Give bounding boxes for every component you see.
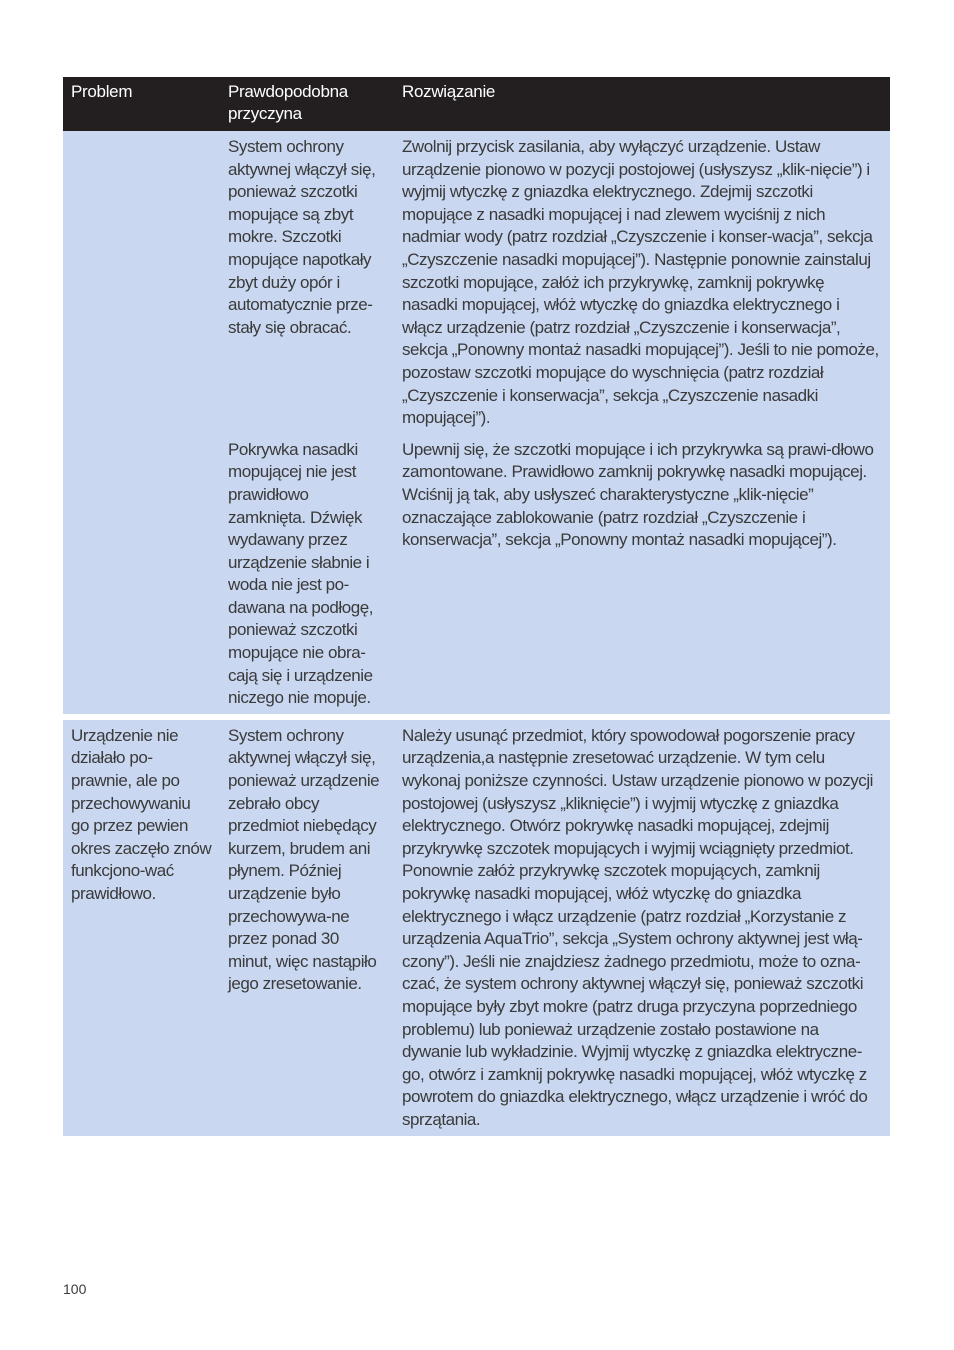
- solution-cell: Należy usunąć przedmiot, który spowodował pogorszenie pracy urządzenia,a następnie zresetować urządzenie. W tym celu wykonaj poniższe czynności. Ustaw urządzenie pionowo w pozycji postojowej (usłyszysz „kliknięcie”) i wyjmij wtyczkę z gniazdka elektrycznego. Otwórz pokrywkę nasadki mopującej, zdejmij przykrywkę szczotek mopujących i wyjmij wciągnięty przedmiot. Ponownie załóż przykrywkę szczotek mopujących, zamknij pokrywkę nasadki mopującej, włóż wtyczkę do gniazdka elektrycznego i włącz urządzenie (patrz rozdział „Korzystanie z urządzenia AquaTrio”, sekcja „System ochrony aktywnej jest włą-czony”). Jeśli nie znajdziesz żadnego przedmiotu, może to ozna-czać, że system ochrony aktywnej włączył się, ponieważ szczotki mopujące były zbyt mokre (patrz druga przyczyna poprzedniego problemu) lub ponieważ urządzenie zostało postawione na dywanie lub wykładzinie. Wyjmij wtyczkę z gniazdka elektryczne-go, otwórz i zamknij pokrywkę nasadki mopującej, włóż wtyczkę z powrotem do gniazdka elektrycznego, włącz urządzenie i wróć do sprzątania.: [394, 717, 890, 1136]
- table-row: [63, 434, 890, 717]
- solution-cell: Zwolnij przycisk zasilania, aby wyłączyć urządzenie. Ustaw urządzenie pionowo w pozycji postojowej (usłyszysz „klik-nięcie”) i wyjmij wtyczkę z gniazdka elektrycznego. Zdejmij szczotki mopujące z nasadki mopującej i nad zlewem wyciśnij z nich nadmiar wody (patrz rozdział „Czyszczenie i konser-wacja”, sekcja „Czyszczenie nasadki mopującej”). Następnie ponownie zainstaluj szczotki mopujące, załóż ich przykrywkę, zamknij pokrywkę nasadki mopującej, włóż wtyczkę do gniazdka elektrycznego i włącz urządzenie (patrz rozdział „Czyszczenie i konserwacja”, sekcja „Ponowny montaż nasadki mopującej”). Jeśli to nie pomoże, pozostaw szczotki mopujące do wyschnięcia (patrz rozdział „Czyszczenie i konserwacja”, sekcja „Czyszczenie nasadki mopującej”).: [394, 131, 890, 434]
- problem-cell: [63, 131, 220, 434]
- table-row: [63, 131, 890, 434]
- problem-cell: [63, 434, 220, 717]
- problem-cell: Urządzenie nie działało po-prawnie, ale po przechowywaniu go przez pewien okres zaczęło znów funkcjono-wać prawidłowo.: [63, 717, 220, 1136]
- cause-cell: System ochrony aktywnej włączył się, ponieważ urządzenie zebrało obcy przedmiot niebędący kurzem, brudem ani płynem. Później urządzenie było przechowywa-ne przez ponad 30 minut, więc nastąpiło jego zresetowanie.: [220, 717, 394, 1136]
- page-number: 100: [63, 1281, 87, 1297]
- header-row: [63, 77, 890, 131]
- cause-cell: Pokrywka nasadki mopującej nie jest prawidłowo zamknięta. Dźwięk wydawany przez urządzenie słabnie i woda nie jest po-dawana na podłogę, ponieważ szczotki mopujące nie obra-cają się i urządzenie niczego nie mopuje.: [220, 434, 394, 717]
- header-solution: Rozwiązanie: [394, 77, 890, 131]
- table-row: [63, 717, 890, 1136]
- header-cause: Prawdopodobna przyczyna: [220, 77, 394, 131]
- header-problem: Problem: [63, 77, 220, 131]
- solution-cell: Upewnij się, że szczotki mopujące i ich przykrywka są prawi-dłowo zamontowane. Prawidłowo zamknij pokrywkę nasadki mopującej. Wciśnij ją tak, aby usłyszeć charakterystyczne „klik-nięcie” oznaczające zablokowanie (patrz rozdział „Czyszczenie i konserwacja”, sekcja „Ponowny montaż nasadki mopującej”).: [394, 434, 890, 717]
- table-header: [63, 77, 890, 131]
- table-body: [63, 131, 890, 1136]
- troubleshooting-table: [63, 77, 890, 1136]
- cause-cell: System ochrony aktywnej włączył się, ponieważ szczotki mopujące są zbyt mokre. Szczotki mopujące napotkały zbyt duży opór i automatycznie prze-stały się obracać.: [220, 131, 394, 434]
